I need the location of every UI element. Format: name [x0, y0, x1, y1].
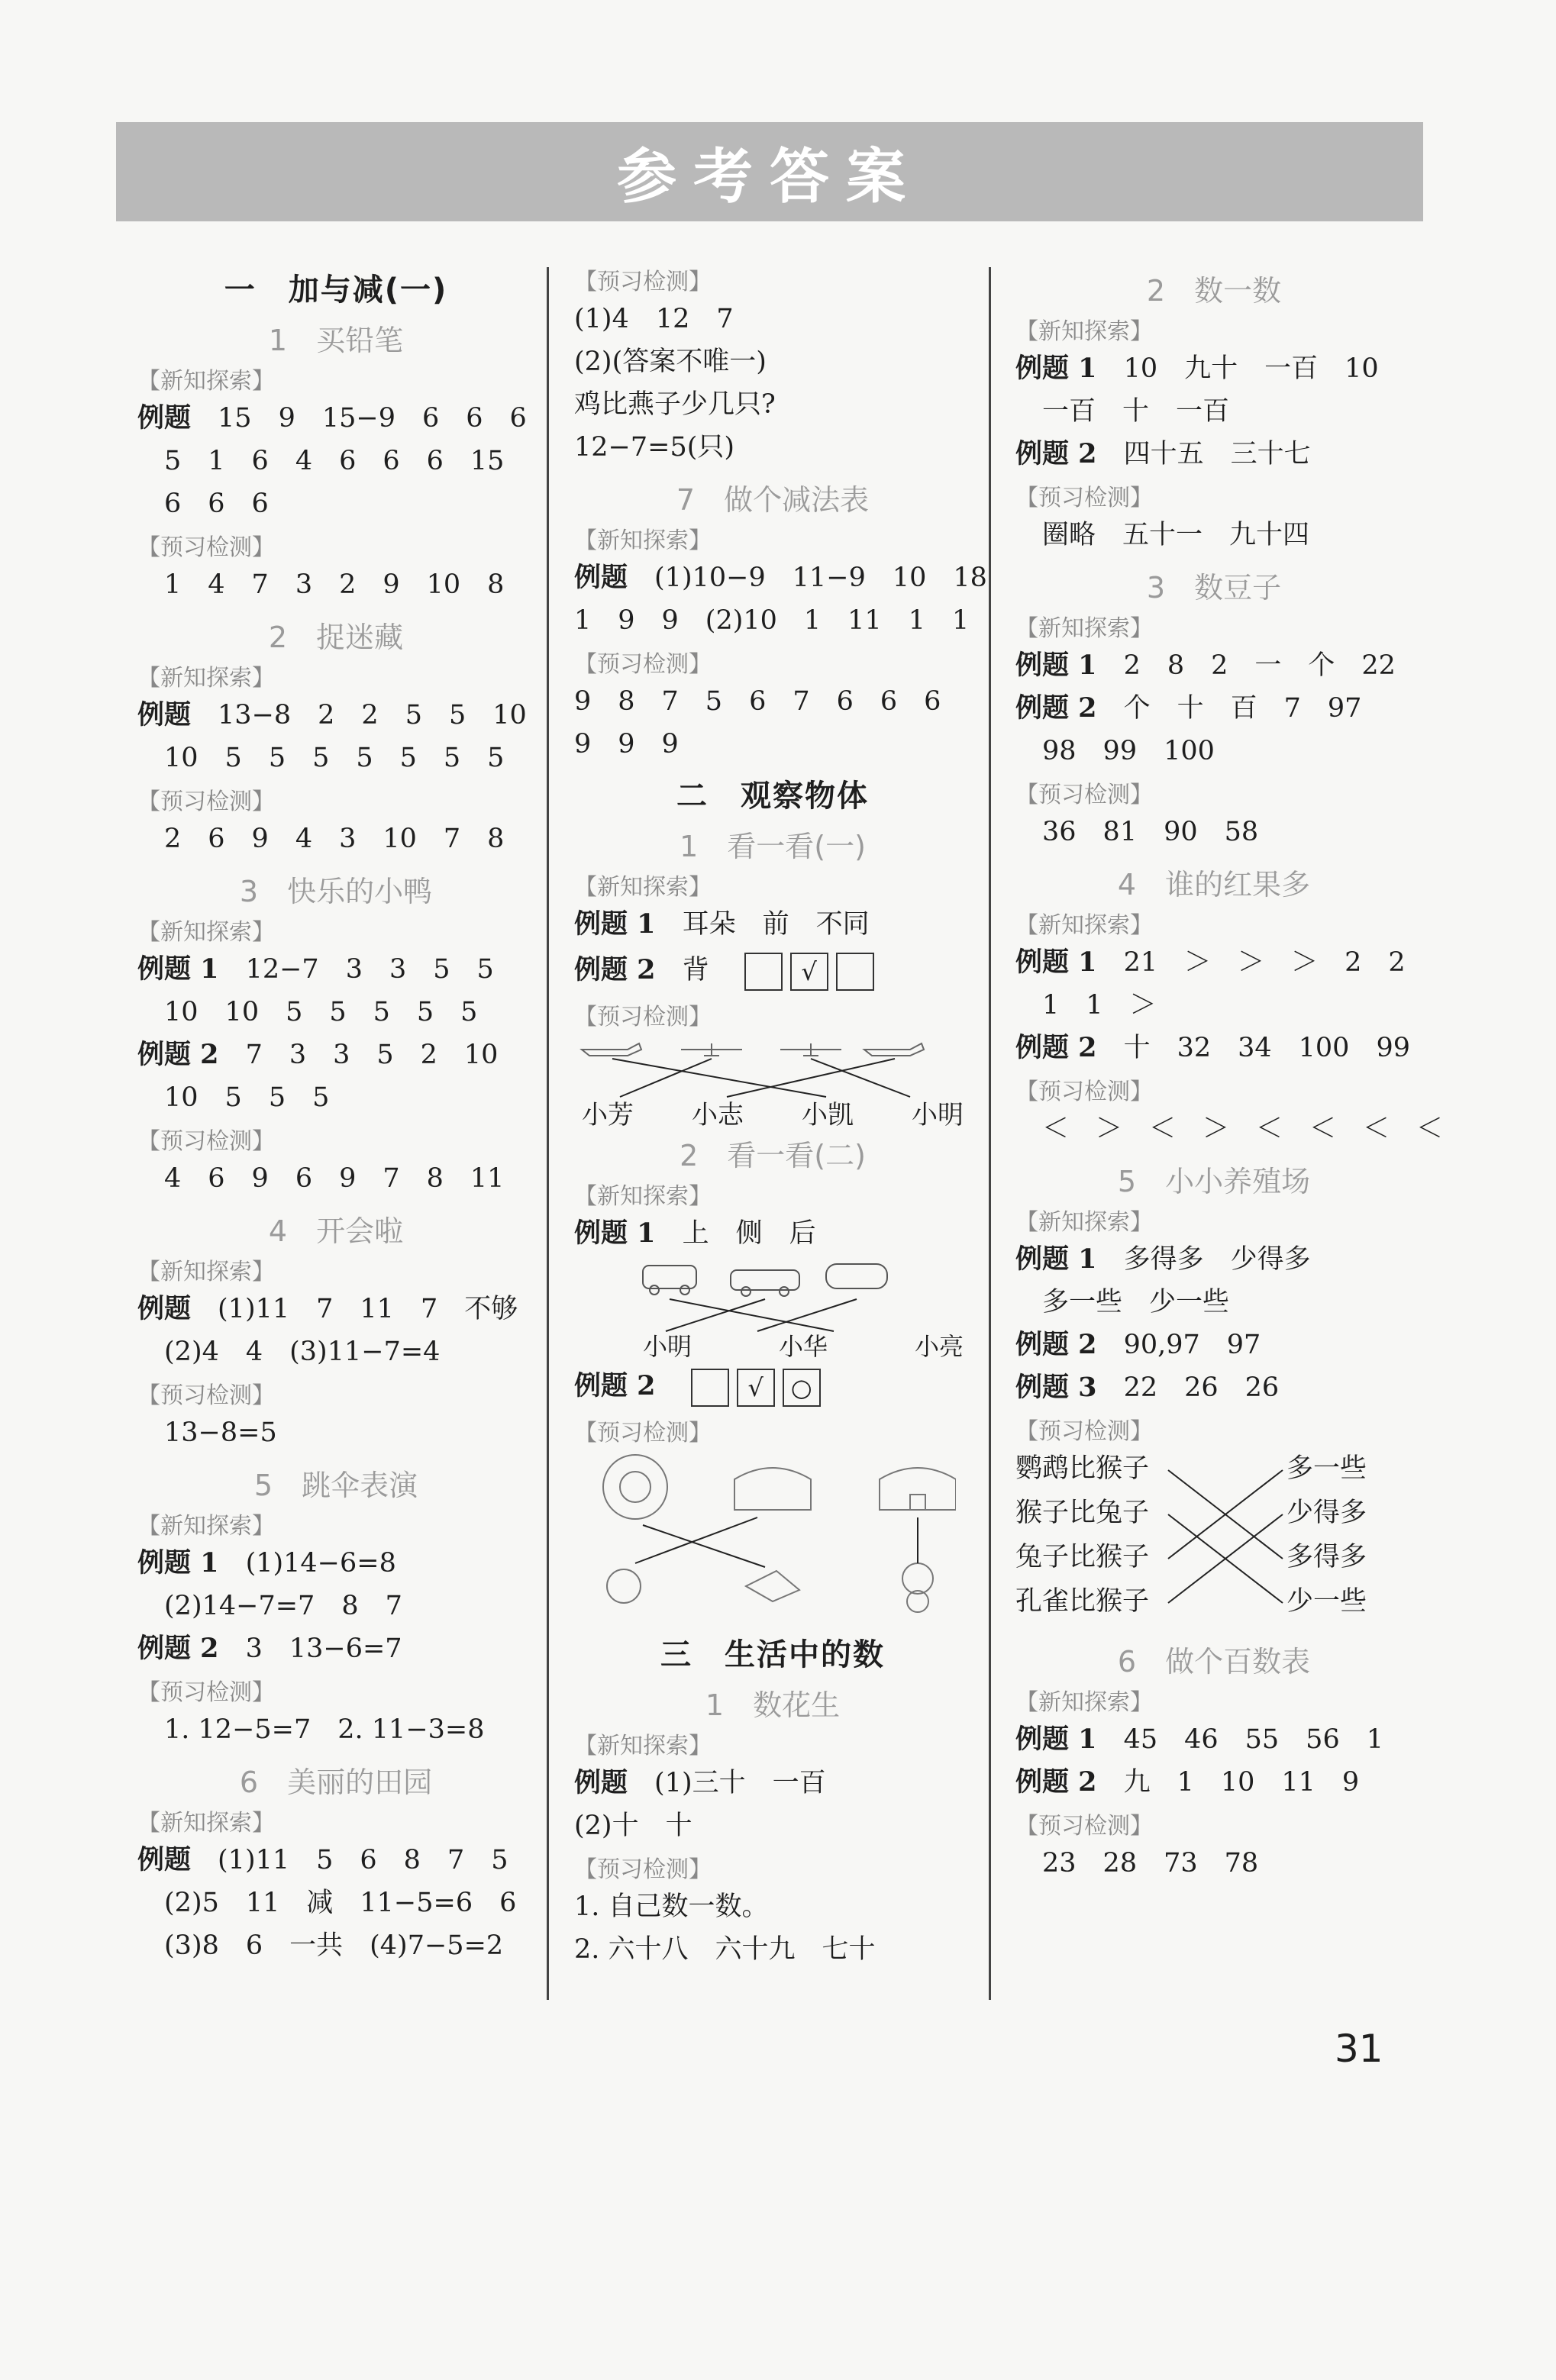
lesson-title: 7 做个减法表	[676, 483, 870, 517]
section-label: 【预习检测】	[1015, 485, 1153, 511]
section-label: 【新知探索】	[1015, 1209, 1153, 1236]
answer-line	[137, 991, 534, 1034]
answer-text: 5 1 6 4 6 6 6 15	[164, 446, 505, 476]
lesson-title: 5 小小养殖场	[1117, 1165, 1311, 1198]
answer-text: 耳朵 前 不同	[682, 909, 870, 940]
answer-line: 12−7=5(只)	[574, 432, 735, 463]
example-label: 例题 2	[1015, 1766, 1097, 1798]
lesson-title: 2 看一看(二)	[680, 1139, 866, 1172]
matching-lines	[635, 1517, 918, 1567]
title-banner	[116, 122, 1423, 221]
lesson-title: 3 数豆子	[1146, 571, 1282, 605]
tent-icon	[734, 1468, 956, 1510]
section-label: 【预习检测】	[137, 788, 275, 815]
answer-line	[1015, 347, 1412, 390]
section-label: 【新知探索】	[574, 1183, 712, 1210]
name-label: 小凯	[802, 1100, 854, 1130]
answer-line	[137, 1288, 534, 1330]
match-left-label: 孔雀比猴子	[1015, 1586, 1150, 1617]
answer-line	[137, 948, 534, 991]
unit-title: 一 加与减(一)	[224, 273, 448, 308]
answer-line	[137, 818, 534, 860]
page-title: 参考答案	[616, 143, 922, 211]
lesson-title: 1 数花生	[705, 1688, 841, 1722]
answer-text: (2)4 4 (3)11−7=4	[164, 1337, 441, 1367]
answer-line	[1015, 1718, 1412, 1761]
answer-text: (1)11 5 6 8 7 5	[218, 1845, 508, 1875]
answer-line	[1015, 1761, 1412, 1804]
section-label: 【新知探索】	[137, 1513, 275, 1540]
answer-line	[1015, 644, 1412, 687]
section-label: 【新知探索】	[137, 919, 275, 946]
answer-text: (2)5 11 减 11−5=6 6	[164, 1888, 517, 1918]
answer-line	[1015, 433, 1412, 476]
answer-text: 上 侧 后	[682, 1218, 816, 1249]
answer-text: 13−8 2 2 5 5 10	[218, 700, 527, 730]
example-label: 例题	[137, 402, 192, 434]
section-label: 【预习检测】	[137, 1679, 275, 1706]
answer-text: 23 28 73 78	[1042, 1848, 1259, 1879]
column-2	[574, 260, 987, 1971]
section-label: 【新知探索】	[574, 527, 712, 554]
section-label: 【预习检测】	[574, 269, 712, 295]
example-label: 例题 1	[574, 908, 656, 940]
lesson-title: 2 数一数	[1146, 274, 1282, 308]
name-row	[582, 1094, 964, 1131]
example-label: 例题	[137, 1844, 192, 1875]
answer-box	[836, 953, 874, 991]
example-label: 例题	[574, 562, 628, 593]
name-label: 小芳	[582, 1100, 634, 1130]
name-label: 小明	[643, 1332, 692, 1361]
answer-text: 2 6 9 4 3 10 7 8	[164, 824, 505, 854]
section-label: 【预习检测】	[574, 1856, 712, 1883]
answer-text: 10 5 5 5	[164, 1082, 330, 1113]
answer-line	[137, 1839, 534, 1882]
answer-text: 个 十 百 7 97	[1123, 693, 1362, 724]
section-label: 【新知探索】	[137, 1259, 275, 1285]
example-label: 例题 2	[1015, 438, 1097, 469]
match-right-label: 少得多	[1286, 1498, 1367, 1528]
name-row	[643, 1327, 964, 1363]
answer-line: 9 9 9	[574, 729, 679, 759]
answer-box: √	[790, 953, 828, 991]
lesson-title: 5 跳伞表演	[253, 1469, 418, 1502]
answer-text: (1)三十 一百	[654, 1768, 826, 1798]
lesson-title: 4 谁的红果多	[1117, 868, 1311, 901]
example-label: 例题 1	[1015, 353, 1097, 384]
matching-lines	[666, 1299, 857, 1331]
answer-line	[574, 1362, 971, 1411]
example-label: 例题 2	[574, 1370, 656, 1401]
example-label: 例题 1	[137, 1547, 219, 1579]
answer-line: (2)(答案不唯一)	[574, 347, 767, 377]
match-right-label: 多得多	[1286, 1542, 1367, 1572]
answer-text: 10 九十 一百 10	[1123, 353, 1379, 384]
lesson-title: 4 开会啦	[268, 1214, 404, 1248]
answer-text: (1)11 7 11 7 不够	[218, 1294, 518, 1324]
animal-icon	[607, 1563, 933, 1612]
example-label: 例题 1	[574, 1217, 656, 1249]
section-label: 【新知探索】	[1015, 318, 1153, 345]
answer-text: ＜ ＞ ＜ ＞ ＜ ＜ ＜ ＜	[1042, 1114, 1444, 1144]
answer-line	[137, 563, 534, 606]
unit-title: 二 观察物体	[676, 779, 869, 814]
column-1	[137, 260, 534, 1967]
section-label: 【新知探索】	[1015, 1689, 1153, 1716]
section-label: 【预习检测】	[574, 1420, 712, 1446]
answer-line	[1015, 514, 1412, 556]
section-label: 【预习检测】	[1015, 1418, 1153, 1445]
match-right-label: 少一些	[1286, 1586, 1367, 1617]
flower-icon	[603, 1455, 667, 1519]
answer-line	[1015, 1238, 1412, 1281]
answer-text: 22 26 26	[1123, 1372, 1280, 1403]
answer-line	[137, 1076, 534, 1119]
animal-view-svg	[589, 1449, 956, 1624]
car-icon	[643, 1264, 887, 1296]
example-label: 例题 1	[1015, 947, 1097, 978]
name-label: 小明	[912, 1100, 964, 1130]
answer-line: 鸡比燕子少几只?	[574, 389, 776, 420]
airplane-matching-figure	[574, 1033, 971, 1130]
answer-text: (1)10−9 11−9 10 18	[654, 563, 987, 593]
answer-line	[574, 1762, 971, 1804]
answer-line	[1015, 687, 1412, 730]
answer-line	[137, 482, 534, 525]
answer-text: 圈略 五十一 九十四	[1042, 520, 1310, 550]
column-divider-2	[989, 267, 991, 2000]
section-label: 【新知探索】	[137, 665, 275, 692]
answer-line	[137, 1882, 534, 1924]
answer-text: (1)14−6=8	[245, 1548, 396, 1579]
answer-line	[137, 1924, 534, 1967]
answer-text: 多一些 少一些	[1042, 1287, 1230, 1317]
answer-line	[1015, 984, 1412, 1027]
example-label: 例题 2	[574, 954, 656, 985]
name-label: 小志	[692, 1100, 744, 1130]
answer-text: 十 32 34 100 99	[1123, 1033, 1410, 1063]
answer-text: 多得多 少得多	[1123, 1244, 1311, 1275]
section-label: 【新知探索】	[574, 1733, 712, 1759]
answer-text: 一百 十 一百	[1042, 396, 1230, 427]
animal-view-matching-figure	[574, 1449, 971, 1624]
answer-line: 1. 自己数一数。	[574, 1891, 769, 1922]
example-label: 例题	[137, 1293, 192, 1324]
answer-box: √	[737, 1369, 775, 1407]
comparison-matching-figure	[1015, 1447, 1412, 1630]
answer-text: 3 13−6=7	[245, 1633, 402, 1664]
answer-line	[137, 1411, 534, 1454]
answer-line	[574, 1212, 971, 1255]
section-label: 【预习检测】	[574, 651, 712, 678]
section-label: 【预习检测】	[137, 534, 275, 561]
answer-text: 1 4 7 3 2 9 10 8	[164, 569, 505, 600]
matching-lines	[612, 1059, 910, 1097]
section-label: 【新知探索】	[1015, 912, 1153, 939]
name-label: 小华	[778, 1332, 828, 1361]
answer-line	[574, 556, 987, 599]
answer-text: 36 81 90 58	[1042, 817, 1259, 847]
match-left-label: 猴子比兔子	[1015, 1498, 1150, 1528]
answer-line	[1015, 1281, 1412, 1324]
car-matching-figure	[574, 1255, 971, 1362]
example-label: 例题	[574, 1767, 628, 1798]
answer-text: (2)14−7=7 8 7	[164, 1591, 402, 1621]
section-label: 【预习检测】	[1015, 1813, 1153, 1840]
answer-text: 10 5 5 5 5 5 5 5	[164, 743, 505, 773]
answer-line	[137, 694, 534, 737]
column-3	[1015, 260, 1444, 1885]
answer-line: (1)4 12 7	[574, 304, 734, 334]
answer-line	[137, 1330, 534, 1373]
answer-text: 98 99 100	[1042, 736, 1215, 766]
answer-line: 9 8 7 5 6 7 6 6 6	[574, 686, 941, 717]
example-label: 例题 2	[137, 1039, 219, 1070]
airplane-icon	[582, 1043, 924, 1056]
answer-line	[137, 1157, 534, 1200]
answer-text: 背	[682, 955, 709, 985]
answer-line	[1015, 1366, 1412, 1409]
answer-line	[1015, 811, 1412, 853]
answer-line	[1015, 1324, 1412, 1366]
answer-box	[691, 1369, 729, 1407]
section-label: 【预习检测】	[1015, 782, 1153, 808]
unit-title: 三 生活中的数	[660, 1637, 885, 1672]
example-label: 例题	[137, 699, 192, 730]
answer-line	[137, 1627, 534, 1670]
answer-text: 2 8 2 一 个 22	[1123, 650, 1396, 681]
match-left-label: 鹦鹉比猴子	[1015, 1453, 1150, 1484]
answer-text: 45 46 55 56 1	[1123, 1724, 1383, 1755]
section-label: 【预习检测】	[137, 1382, 275, 1409]
example-label: 例题 2	[1015, 1032, 1097, 1063]
answer-line	[574, 903, 971, 946]
answer-text: 1. 12−5=7 2. 11−3=8	[164, 1714, 485, 1745]
answer-line	[1015, 730, 1412, 772]
answer-line	[137, 440, 534, 482]
lesson-title: 6 做个百数表	[1117, 1645, 1311, 1679]
lesson-title: 2 捉迷藏	[268, 621, 404, 654]
column-divider-1	[547, 267, 549, 2000]
example-label: 例题 2	[137, 1633, 219, 1664]
match-left-label: 兔子比猴子	[1015, 1542, 1150, 1572]
page-number: 31	[1335, 2027, 1383, 2071]
section-label: 【新知探索】	[1015, 615, 1153, 642]
lesson-title: 3 快乐的小鸭	[239, 875, 433, 908]
answer-line	[1015, 941, 1412, 984]
answer-text: 1 1 ＞	[1042, 990, 1157, 1021]
example-label: 例题 1	[1015, 650, 1097, 681]
answer-line	[137, 737, 534, 779]
lesson-title: 1 买铅笔	[268, 324, 404, 357]
answer-line: (2)十 十	[574, 1811, 692, 1841]
section-label: 【预习检测】	[574, 1004, 712, 1030]
answer-line	[137, 1708, 534, 1751]
example-label: 例题 3	[1015, 1372, 1097, 1403]
answer-line	[137, 397, 534, 440]
example-label: 例题 2	[1015, 692, 1097, 724]
answer-text: (3)8 6 一共 (4)7−5=2	[164, 1930, 504, 1961]
answer-text: 7 3 3 5 2 10	[245, 1040, 499, 1070]
answer-text: 四十五 三十七	[1123, 439, 1311, 469]
answer-line: 1 9 9 (2)10 1 11 1 1	[574, 605, 970, 636]
lesson-title: 1 看一看(一)	[680, 830, 866, 863]
answer-text: 4 6 9 6 9 7 8 11	[164, 1163, 505, 1194]
name-label: 小亮	[914, 1332, 964, 1361]
lesson-title: 6 美丽的田园	[239, 1766, 433, 1799]
answer-box	[744, 953, 783, 991]
answer-text: 12−7 3 3 5 5	[245, 954, 494, 985]
answer-text: 13−8=5	[164, 1417, 277, 1448]
answer-line	[574, 946, 971, 995]
answer-line	[1015, 1842, 1412, 1885]
section-label: 【新知探索】	[137, 1810, 275, 1837]
section-label: 【预习检测】	[137, 1128, 275, 1155]
answer-text: 6 6 6	[164, 489, 269, 519]
answer-text: 10 10 5 5 5 5 5	[164, 997, 478, 1027]
example-label: 例题 1	[137, 953, 219, 985]
answer-line	[1015, 1108, 1444, 1150]
answer-line	[1015, 390, 1412, 433]
answer-box: ○	[783, 1369, 821, 1407]
example-label: 例题 1	[1015, 1243, 1097, 1275]
answer-line: 2. 六十八 六十九 七十	[574, 1934, 876, 1965]
section-label: 【预习检测】	[1015, 1079, 1153, 1105]
answer-line	[137, 1542, 534, 1585]
example-label: 例题 1	[1015, 1724, 1097, 1755]
section-label: 【新知探索】	[137, 368, 275, 395]
answer-line	[137, 1034, 534, 1076]
example-label: 例题 2	[1015, 1329, 1097, 1360]
match-right-label: 多一些	[1286, 1453, 1367, 1484]
answer-text: 九 1 10 11 9	[1123, 1767, 1360, 1798]
answer-text: 21 ＞ ＞ ＞ 2 2	[1123, 947, 1406, 978]
answer-text: 15 9 15−9 6 6 6	[218, 403, 527, 434]
section-label: 【新知探索】	[574, 874, 712, 901]
answer-line	[137, 1585, 534, 1627]
answer-line	[1015, 1027, 1412, 1069]
answer-text: 90,97 97	[1123, 1330, 1261, 1360]
